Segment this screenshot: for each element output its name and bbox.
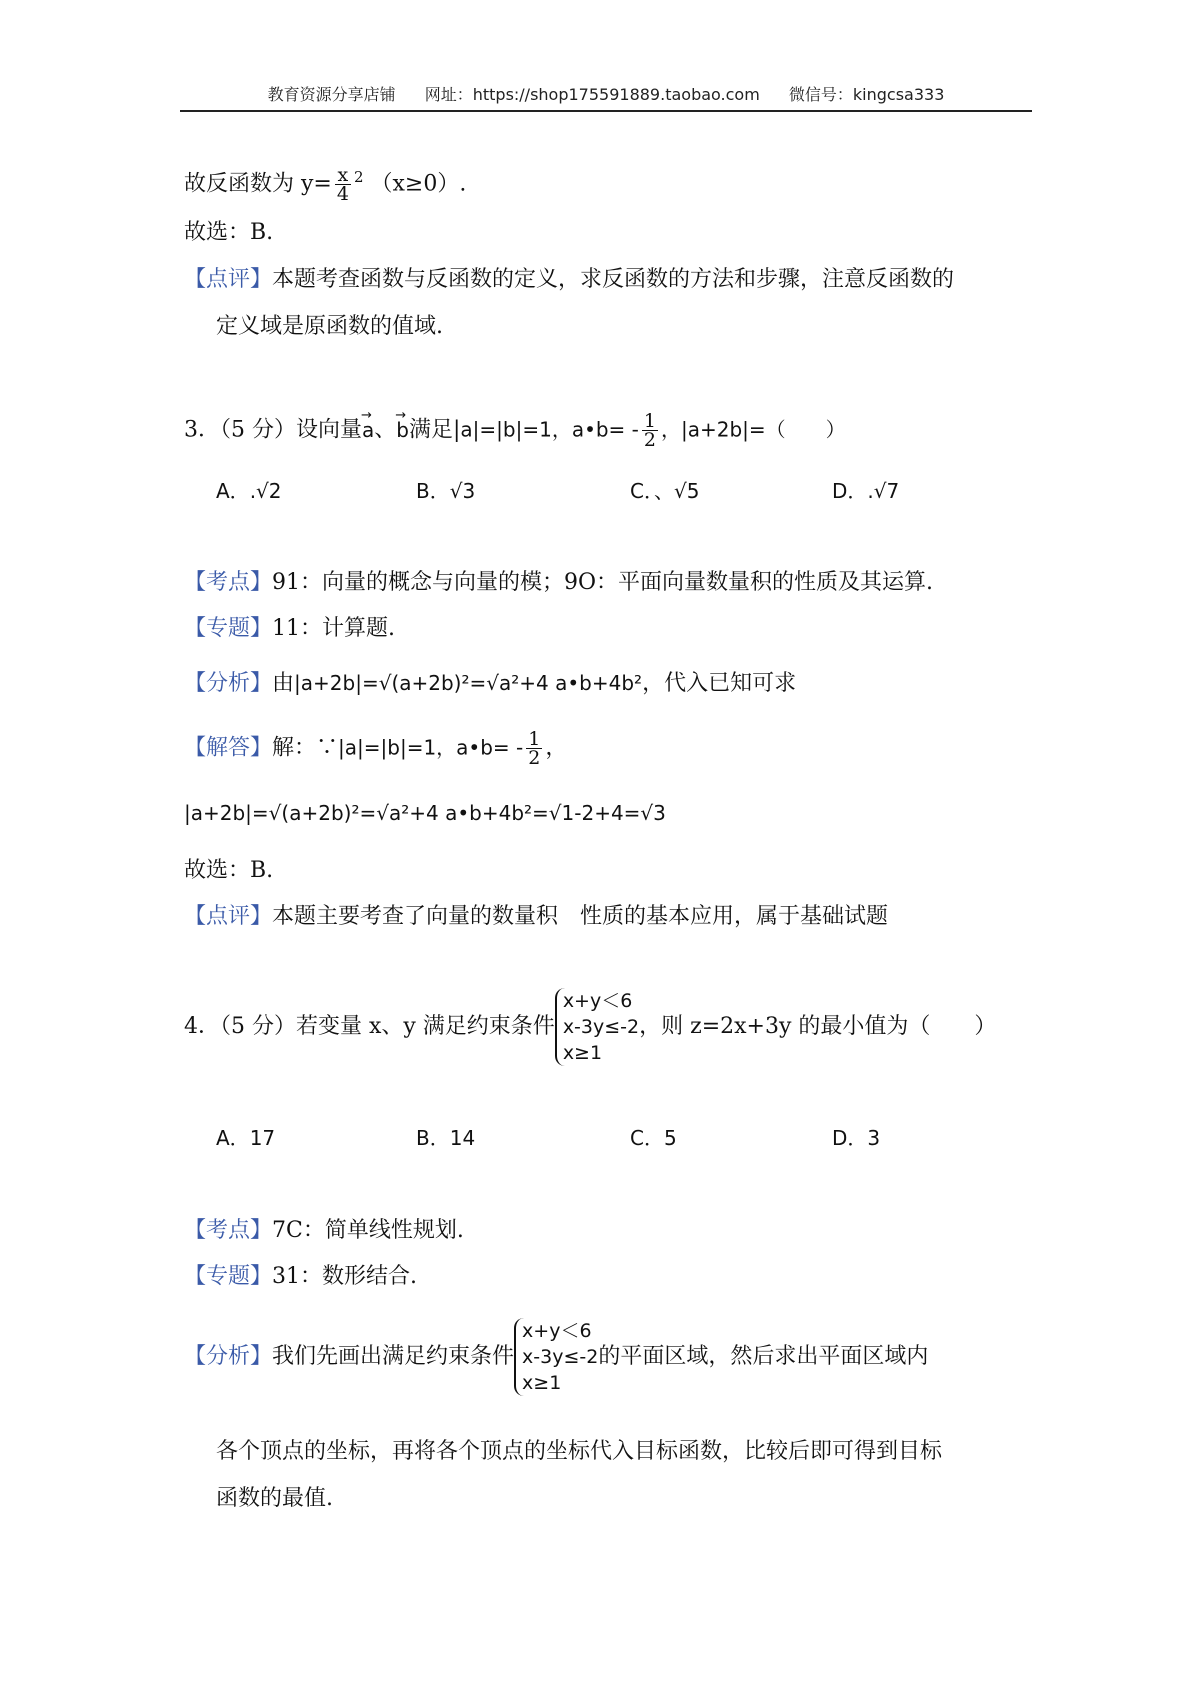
q3-stem-prefix: 3．（5 分）设向量 xyxy=(184,417,362,443)
q3-jieda-end: ， xyxy=(545,735,568,761)
q3-jieda-frac-den: 2 xyxy=(528,747,541,769)
q2-frac-den: 4 xyxy=(336,182,349,205)
q4-zhuanti-text: 31：数形结合. xyxy=(272,1264,418,1289)
q3-stem-sep: 、 xyxy=(374,417,397,443)
q3-jieda-fraction xyxy=(526,730,542,767)
q3-fenxi xyxy=(184,668,796,699)
zhuanti-tag: 【专题】 xyxy=(184,1264,273,1289)
constraint-3: x≥1 xyxy=(562,1042,603,1064)
q3-stem-end: ，|a+2b|=（ ） xyxy=(661,417,846,442)
option-label: A． xyxy=(216,1126,250,1150)
q3-jieda-prefix: 解：∵ xyxy=(272,735,339,761)
wechat-id: 微信号：kingcsa333 xyxy=(788,85,945,104)
q3-jieda xyxy=(184,730,567,767)
option-label: B． xyxy=(416,479,450,503)
q3-dot-expr: a•b= - xyxy=(571,417,639,442)
q3-kaodian xyxy=(184,568,933,598)
q3-fenxi-expr: |a+2b|=√(a+2b)²=√a²+4 a•b+4b² xyxy=(294,671,643,695)
q3-review-text: 本题主要考查了向量的数量积 性质的基本应用，属于基础试题 xyxy=(272,904,889,929)
jieda-tag: 【解答】 xyxy=(184,735,273,761)
constraint-1: x+y＜6 xyxy=(562,990,633,1012)
option-label: A． xyxy=(216,479,250,503)
q2-fraction xyxy=(335,163,351,205)
option-value: 3 xyxy=(867,1126,881,1150)
option-value: .√7 xyxy=(867,479,900,503)
q2-review-text1: 本题考查函数与反函数的定义，求反函数的方法和步骤，注意反函数的 xyxy=(272,267,955,292)
option-value: .√2 xyxy=(249,479,282,503)
q2-inverse-line xyxy=(184,162,466,203)
q4-option-d[interactable] xyxy=(832,1122,880,1151)
constraint-3: x≥1 xyxy=(522,1372,562,1394)
review-tag: 【点评】 xyxy=(184,267,273,292)
option-value: 5 xyxy=(663,1126,677,1150)
q3-review xyxy=(184,902,888,932)
q4-stem-prefix: 4．（5 分）若变量 x、y 满足约束条件 xyxy=(184,1014,555,1039)
q4-option-b[interactable] xyxy=(416,1122,475,1151)
q3-frac-num: 1 xyxy=(643,410,656,432)
kaodian-tag: 【考点】 xyxy=(184,1218,273,1243)
q3-vec-b: → b xyxy=(396,415,409,445)
constraint-1: x+y＜6 xyxy=(522,1320,592,1342)
q3-stem-cond: a|=|b|=1， xyxy=(460,417,572,442)
q2-inverse-prefix: 故反函数为 y= xyxy=(184,171,332,197)
q3-kaodian-text: 91：向量的概念与向量的模；9O：平面向量数量积的性质及其运算. xyxy=(272,570,934,595)
q2-answer: 故选：B. xyxy=(184,220,274,245)
q4-fenxi-line3: 函数的最值. xyxy=(216,1486,333,1511)
q3-fenxi-prefix: 由 xyxy=(272,671,295,696)
option-value: 14 xyxy=(449,1126,476,1150)
review-tag: 【点评】 xyxy=(184,904,273,929)
header-divider xyxy=(180,110,1032,112)
q4-option-a[interactable] xyxy=(216,1122,275,1151)
q4-constraint-system xyxy=(555,988,639,1066)
q4-stem xyxy=(184,988,996,1066)
option-label: C． xyxy=(630,479,654,503)
q3-option-b[interactable] xyxy=(416,475,475,504)
option-label: C． xyxy=(630,1126,664,1150)
page-header xyxy=(180,82,1032,105)
q4-fenxi-prefix: 我们先画出满足约束条件 xyxy=(272,1344,515,1369)
q3-fraction xyxy=(642,412,658,449)
constraint-2: x-3y≤-2 xyxy=(522,1346,599,1368)
q3-jieda-frac-num: 1 xyxy=(528,728,541,750)
option-value: 、√5 xyxy=(653,479,700,503)
q4-zhuanti xyxy=(184,1262,417,1292)
q4-stem-end: ，则 z=2x+3y 的最小值为（ ） xyxy=(639,1014,997,1039)
fenxi-tag: 【分析】 xyxy=(184,671,273,696)
q3-answer: 故选：B. xyxy=(184,858,274,883)
q4-fenxi-line2: 各个顶点的坐标，再将各个顶点的坐标代入目标函数，比较后即可得到目标 xyxy=(216,1439,943,1464)
shop-name: 教育资源分享店铺 xyxy=(267,85,396,104)
option-value: √3 xyxy=(449,479,476,503)
q3-calc-line: |a+2b|=√(a+2b)²=√a²+4 a•b+4b²=√1-2+4=√3 xyxy=(184,801,666,825)
q2-review-text2: 定义域是原函数的值域. xyxy=(216,314,443,339)
q3-option-c[interactable] xyxy=(630,475,699,504)
q4-fenxi-constraint-system xyxy=(514,1318,598,1396)
q3-stem-mid: 满足| xyxy=(408,417,461,443)
constraint-2: x-3y≤-2 xyxy=(562,1016,640,1038)
q3-frac-den: 2 xyxy=(643,429,656,451)
q3-option-d[interactable] xyxy=(832,475,899,504)
q4-kaodian xyxy=(184,1216,464,1246)
q2-inverse-suffix: （x≥0）. xyxy=(370,171,467,197)
q4-fenxi xyxy=(184,1318,928,1396)
q2-sup: 2 xyxy=(353,168,364,186)
q3-option-a[interactable] xyxy=(216,475,282,504)
q2-review-line1 xyxy=(184,265,954,295)
q3-zhuanti xyxy=(184,614,395,644)
kaodian-tag: 【考点】 xyxy=(184,570,273,595)
fenxi-tag: 【分析】 xyxy=(184,1344,273,1369)
shop-url[interactable]: 网址：https://shop175591889.taobao.com xyxy=(424,85,760,104)
option-value: 17 xyxy=(249,1126,276,1150)
q4-fenxi-suffix: 的平面区域，然后求出平面区域内 xyxy=(598,1344,929,1369)
q3-jieda-cond: |a|=|b|=1，a•b= - xyxy=(338,735,524,760)
q3-stem xyxy=(184,412,846,449)
q3-fenxi-suffix: ，代入已知可求 xyxy=(642,671,797,696)
zhuanti-tag: 【专题】 xyxy=(184,616,273,641)
option-label: D． xyxy=(832,1126,868,1150)
q3-zhuanti-text: 11：计算题. xyxy=(272,616,396,641)
q3-vec-a: → a xyxy=(362,415,374,445)
q4-option-c[interactable] xyxy=(630,1122,677,1151)
option-label: D． xyxy=(832,479,868,503)
q4-kaodian-text: 7C：简单线性规划. xyxy=(272,1218,464,1243)
option-label: B． xyxy=(416,1126,450,1150)
q2-frac-num: x xyxy=(335,166,351,185)
